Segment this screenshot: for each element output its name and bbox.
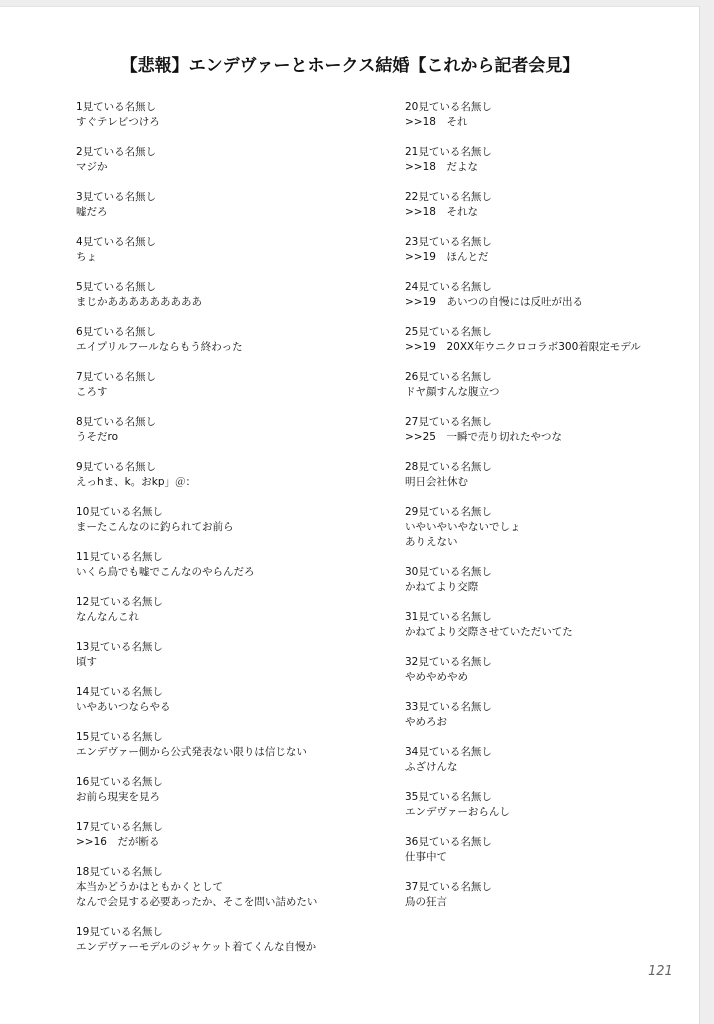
post [76,550,396,595]
post-body: まーたこんなのに釣られてお前ら [76,521,234,533]
post-body: なんなんこれ [76,611,139,623]
post-header: 24見ている名無し [405,281,492,293]
post-header: 6見ている名無し [76,326,157,338]
post-body: エンデヴァーモデルのジャケット着てくんな自慢か [76,941,317,953]
post-body: マジか [76,161,108,173]
post [405,235,714,280]
post-body: やめろお [405,716,447,728]
post-body: 本当かどうかはともかくとして [76,881,223,893]
post-header: 16見ている名無し [76,776,163,788]
post [405,565,714,610]
post-header: 21見ている名無し [405,146,492,158]
post-body: なんで会見する必要あったか、そこを問い詰めたい [76,896,318,908]
post-header: 30見ている名無し [405,566,492,578]
post-header: 36見ている名無し [405,836,492,848]
post-body: 仕事中て [405,851,447,863]
post-body: かねてより交際させていただいてた [405,626,573,638]
post-header: 9見ている名無し [76,461,157,473]
post-body: >>19 ほんとだ [405,251,489,263]
post-body: やめやめやめ [405,671,468,683]
post [76,100,396,145]
post [76,640,396,685]
post [405,325,714,370]
post-header: 12見ている名無し [76,596,163,608]
post [76,235,396,280]
post-body: ころす [76,386,108,398]
post [405,880,714,925]
post [405,790,714,835]
post [405,745,714,790]
post-header: 35見ている名無し [405,791,492,803]
post-body: えっhま、k。おkp」＠： [76,476,196,488]
page-title: 【悲報】エンデヴァーとホークス結婚【これから記者会見】 [120,56,580,76]
post-header: 4見ている名無し [76,236,157,248]
post [405,700,714,745]
post-body: エンデヴァー側から公式発表ない限りは信じない [76,746,307,758]
post [76,145,396,190]
post-body: ふざけんな [405,761,458,773]
post-header: 31見ている名無し [405,611,492,623]
post-header: 17見ている名無し [76,821,163,833]
post [76,820,396,865]
left-column [76,100,396,970]
post [405,835,714,880]
post [76,595,396,640]
post-body: 頃す [76,656,97,668]
post [76,685,396,730]
post-header: 19見ている名無し [76,926,163,938]
post-body: かねてより交際 [405,581,479,593]
post-body: >>18 だよな [405,161,478,173]
post-header: 34見ている名無し [405,746,492,758]
post-header: 26見ている名無し [405,371,492,383]
post-header: 23見ている名無し [405,236,492,248]
post-body: >>25 一瞬で売り切れたやつな [405,431,562,443]
right-column [405,100,714,925]
post-header: 33見ている名無し [405,701,492,713]
post [405,655,714,700]
post-body: ありえない [405,536,458,548]
post [405,460,714,505]
post-header: 8見ている名無し [76,416,157,428]
post-header: 14見ている名無し [76,686,163,698]
post [405,190,714,235]
post-body: いやあいつならやる [76,701,171,713]
document-page [0,6,700,1024]
post-header: 18見ている名無し [76,866,163,878]
post [76,865,396,925]
post [405,100,714,145]
post-body: まじかあああああああああ [76,296,202,308]
post-header: 3見ている名無し [76,191,157,203]
post [76,460,396,505]
post-body: >>19 20XX年ウニクロコラボ300着限定モデル [405,341,641,353]
post-header: 15見ている名無し [76,731,163,743]
post-header: 11見ている名無し [76,551,163,563]
post-body: ドヤ顔すんな腹立つ [405,386,500,398]
post-header: 1見ている名無し [76,101,157,113]
page-number: 121 [648,964,673,979]
post-header: 20見ている名無し [405,101,492,113]
post [405,505,714,565]
post-body: エンデヴァーおらんし [405,806,510,818]
post [76,280,396,325]
post-header: 10見ている名無し [76,506,163,518]
post [76,370,396,415]
post [76,325,396,370]
post-body: いやいやいやないでしょ [405,521,521,533]
post-body: お前ら現実を見ろ [76,791,160,803]
post-body: 鳥の狂言 [405,896,447,908]
post-header: 27見ている名無し [405,416,492,428]
post-body: >>18 それな [405,206,478,218]
post [76,775,396,820]
post-header: 37見ている名無し [405,881,492,893]
post [76,415,396,460]
post-body: 明日会社休む [405,476,468,488]
post-body: >>19 あいつの自慢には反吐が出る [405,296,583,308]
post-body: いくら鳥でも嘘でこんなのやらんだろ [76,566,255,578]
post [405,610,714,655]
post-header: 28見ている名無し [405,461,492,473]
post-header: 25見ている名無し [405,326,492,338]
post-body: ちょ [76,251,97,263]
post [76,505,396,550]
post-body: エイプリルフールならもう終わった [76,341,243,353]
post-header: 5見ている名無し [76,281,157,293]
post [405,370,714,415]
post-body: 嘘だろ [76,206,108,218]
post-header: 2見ている名無し [76,146,157,158]
post [76,730,396,775]
post-header: 22見ている名無し [405,191,492,203]
post [76,190,396,235]
post-body: >>16 だが断る [76,836,160,848]
post-body: >>18 それ [405,116,468,128]
post-header: 32見ている名無し [405,656,492,668]
post [405,280,714,325]
post-body: うそだro [76,431,119,443]
post-header: 29見ている名無し [405,506,492,518]
post [76,925,396,970]
post [405,415,714,460]
post [405,145,714,190]
post-header: 7見ている名無し [76,371,157,383]
post-body: すぐテレビつけろ [76,116,160,128]
post-header: 13見ている名無し [76,641,163,653]
